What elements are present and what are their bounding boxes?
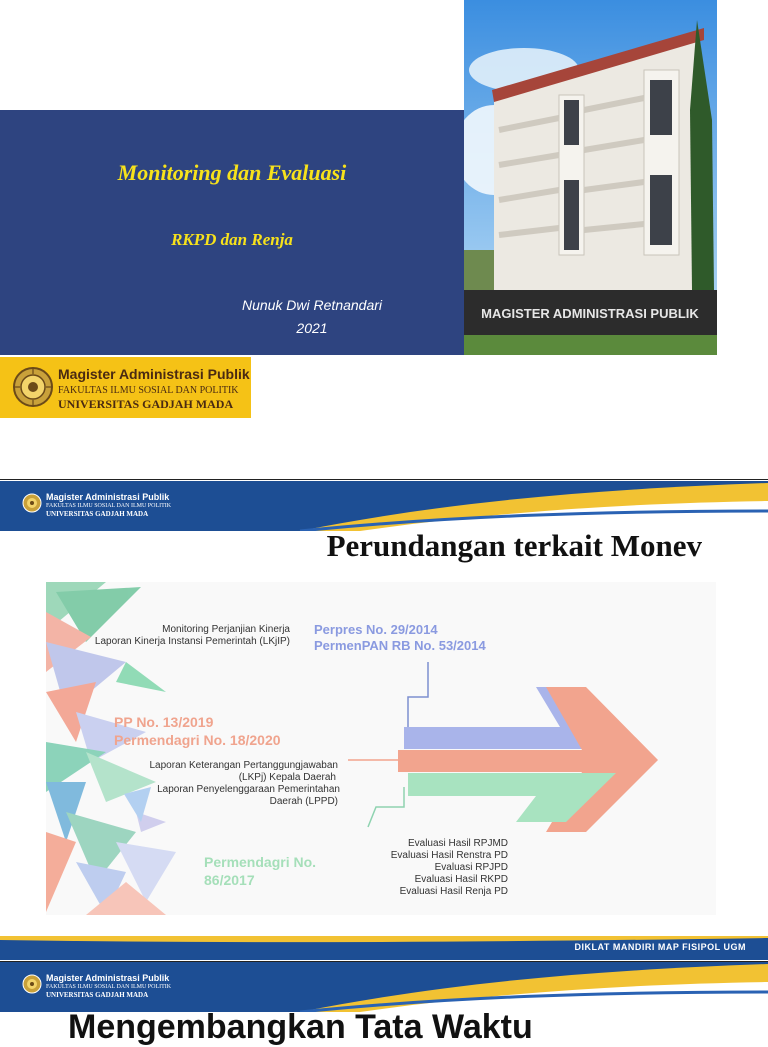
logo-line-3: UNIVERSITAS GADJAH MADA: [58, 397, 234, 411]
slide-header-bar: [0, 962, 768, 1012]
logo-line-1: Magister Administrasi Publik: [58, 366, 250, 382]
slide-divider: [0, 479, 768, 480]
green-regulation-1: Permendagri No.: [204, 854, 317, 870]
header-logo-line-3: UNIVERSITAS GADJAH MADA: [46, 510, 149, 518]
green-regulation-2: 86/2017: [204, 872, 255, 888]
salmon-regulation-2: Permendagri No. 18/2020: [114, 732, 281, 748]
green-item-5: Evaluasi Hasil Renja PD: [399, 886, 508, 897]
salmon-item-4: Daerah (LPPD): [269, 796, 338, 807]
header-logo-line-3: UNIVERSITAS GADJAH MADA: [46, 991, 149, 999]
title-slide: [0, 0, 768, 480]
green-item-3: Evaluasi RPJPD: [434, 862, 508, 873]
slide-title: Perundangan terkait Monev: [326, 528, 702, 563]
green-item-4: Evaluasi Hasil RKPD: [414, 874, 508, 885]
footer-text: DIKLAT MANDIRI MAP FISIPOL UGM: [574, 942, 746, 952]
slide-subtitle: RKPD dan Renja: [171, 230, 293, 249]
header-logo-line-2: FAKULTAS ILMU SOSIAL DAN ILMU POLITIK: [46, 503, 172, 509]
slide-title: Mengembangkan Tata Waktu: [68, 1008, 533, 1046]
header-logo-line-2: FAKULTAS ILMU SOSIAL DAN ILMU POLITIK: [46, 984, 172, 990]
blue-item-2: Laporan Kinerja Instansi Pemerintah (LKjIP): [94, 636, 290, 647]
green-item-2: Evaluasi Hasil Renstra PD: [390, 850, 508, 861]
author-year: 2021: [296, 320, 328, 336]
salmon-item-3: Laporan Penyelenggaraan Pemerintahan: [157, 784, 340, 795]
blue-item-1: Monitoring Perjanjian Kinerja: [162, 624, 290, 635]
ugm-seal-icon: [12, 365, 54, 409]
slide-header-bar: [0, 481, 768, 531]
building-sign-text: MAGISTER ADMINISTRASI PUBLIK: [481, 306, 699, 321]
header-logo-line-1: Magister Administrasi Publik: [46, 492, 170, 502]
green-item-1: Evaluasi Hasil RPJMD: [407, 838, 508, 849]
salmon-item-2: (LKPj) Kepala Daerah: [238, 772, 336, 783]
building-photo: [464, 0, 717, 355]
header-logo-line-1: Magister Administrasi Publik: [46, 973, 170, 983]
blue-regulation-2: PermenPAN RB No. 53/2014: [314, 638, 486, 653]
slide-title: Monitoring dan Evaluasi: [117, 160, 347, 185]
decorative-shapes: [46, 582, 176, 915]
blue-regulation-1: Perpres No. 29/2014: [314, 622, 438, 637]
ugm-seal-icon: [22, 493, 42, 513]
logo-line-2: FAKULTAS ILMU SOSIAL DAN POLITIK: [58, 385, 239, 396]
author-name: Nunuk Dwi Retnandari: [241, 297, 383, 313]
university-logo-box: [0, 357, 251, 418]
salmon-item-1: Laporan Keterangan Pertanggungjawaban: [149, 760, 338, 771]
salmon-regulation-1: PP No. 13/2019: [114, 714, 214, 730]
triple-arrow-graphic: [398, 687, 658, 832]
ugm-seal-icon: [22, 974, 42, 994]
regulation-diagram: [46, 582, 716, 915]
